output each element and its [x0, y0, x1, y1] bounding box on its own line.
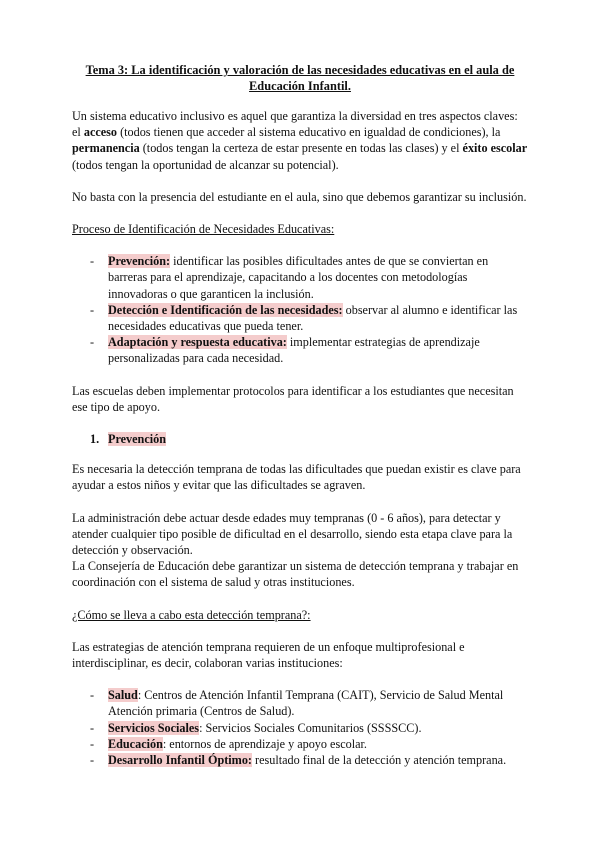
- item-label: Prevención:: [108, 254, 171, 269]
- intro-text-3: (todos tengan la certeza de estar presente en todas las clases) y el: [139, 141, 463, 156]
- title-line-2: Educación Infantil.: [249, 79, 351, 93]
- item-text: identificar las posibles dificultades antes de que se conviertan en barreras para el aprendizaje, capacitando a los docentes con metodologías innovadoras o que garanticen la inclusión.: [108, 254, 489, 301]
- list-item: [72, 334, 528, 366]
- item-text: observar al alumno e identificar las necesidades educativas que pueda tener.: [108, 302, 518, 334]
- item-label: Servicios Sociales: [108, 720, 200, 735]
- item-text: : Servicios Sociales Comunitarios (SSSSCC).: [199, 720, 422, 735]
- process-heading: Proceso de Identificación de Necesidades Educativas:: [72, 222, 335, 237]
- item-text: resultado final de la detección y atención temprana.: [252, 753, 507, 768]
- list-item: [72, 720, 528, 736]
- process-list: [72, 253, 528, 366]
- list-item: [72, 736, 528, 752]
- item-text: implementar estrategias de aprendizaje personalizadas para cada necesidad.: [108, 335, 480, 366]
- intro-text-4: (todos tengan la oportunidad de alcanzar su potencial).: [72, 157, 339, 172]
- item-label: Salud: [108, 688, 138, 703]
- section-number: 1.: [90, 432, 100, 447]
- intro-text-2: (todos tienen que acceder al sistema educativo en igualdad de condiciones), la: [117, 125, 501, 140]
- document-title: [72, 62, 528, 94]
- item-label: Detección e Identificación de las necesidades:: [108, 302, 343, 317]
- paragraph-presence: No basta con la presencia del estudiante en el aula, sino que debemos garantizar su inclusión.: [72, 189, 527, 204]
- paragraph-early-detection: Es necesaria la detección temprana de todas las dificultades que puedan existir es clave para ayudar a estos niños y evitar que las dificultades se agraven.: [72, 462, 521, 493]
- paragraph-consejeria: La Consejería de Educación debe garantizar un sistema de detección temprana y trabajar en coordinación con el sistema de salud y otras instituciones.: [72, 559, 519, 590]
- intro-bold-acceso: acceso: [83, 125, 118, 140]
- paragraph-strategies: Las estrategias de atención temprana requieren de un enfoque multiprofesional e interdisciplinar, es decir, colaboran varias instituciones:: [72, 639, 465, 671]
- intro-paragraph: [72, 108, 528, 173]
- item-label: Adaptación y respuesta educativa:: [108, 335, 287, 350]
- paragraph-administration: La administración debe actuar desde edades muy tempranas (0 - 6 años), para detectar y atender cualquier tipo posible de dificultad en el desarrollo, siendo esta etapa clave para la detección y observación.: [72, 510, 513, 558]
- list-item: [72, 687, 528, 719]
- item-label: Educación: [108, 736, 163, 751]
- intro-bold-exito: éxito escolar: [462, 141, 528, 156]
- item-text: : entornos de aprendizaje y apoyo escolar.: [162, 736, 367, 751]
- question-heading: ¿Cómo se lleva a cabo esta detección temprana?:: [72, 607, 311, 622]
- institutions-list: [72, 687, 528, 768]
- item-label: Desarrollo Infantil Óptimo:: [108, 753, 252, 768]
- intro-text-1: Un sistema educativo inclusivo es aquel que garantiza la diversidad en tres aspectos claves: el: [72, 109, 518, 140]
- section-heading: [90, 431, 528, 447]
- document-page: [72, 62, 528, 784]
- title-line-1: Tema 3: La identificación y valoración de las necesidades educativas en el aula de: [85, 63, 515, 77]
- intro-bold-permanencia: permanencia: [72, 141, 140, 156]
- list-item: [72, 302, 528, 334]
- item-text: : Centros de Atención Infantil Temprana (CAIT), Servicio de Salud Mental Atención primaria (Centros de Salud).: [108, 688, 504, 719]
- list-item: [72, 253, 528, 302]
- list-item: [72, 752, 528, 768]
- paragraph-protocols: Las escuelas deben implementar protocolos para identificar a los estudiantes que necesitan ese tipo de apoyo.: [72, 383, 514, 414]
- section-title: Prevención: [108, 432, 166, 447]
